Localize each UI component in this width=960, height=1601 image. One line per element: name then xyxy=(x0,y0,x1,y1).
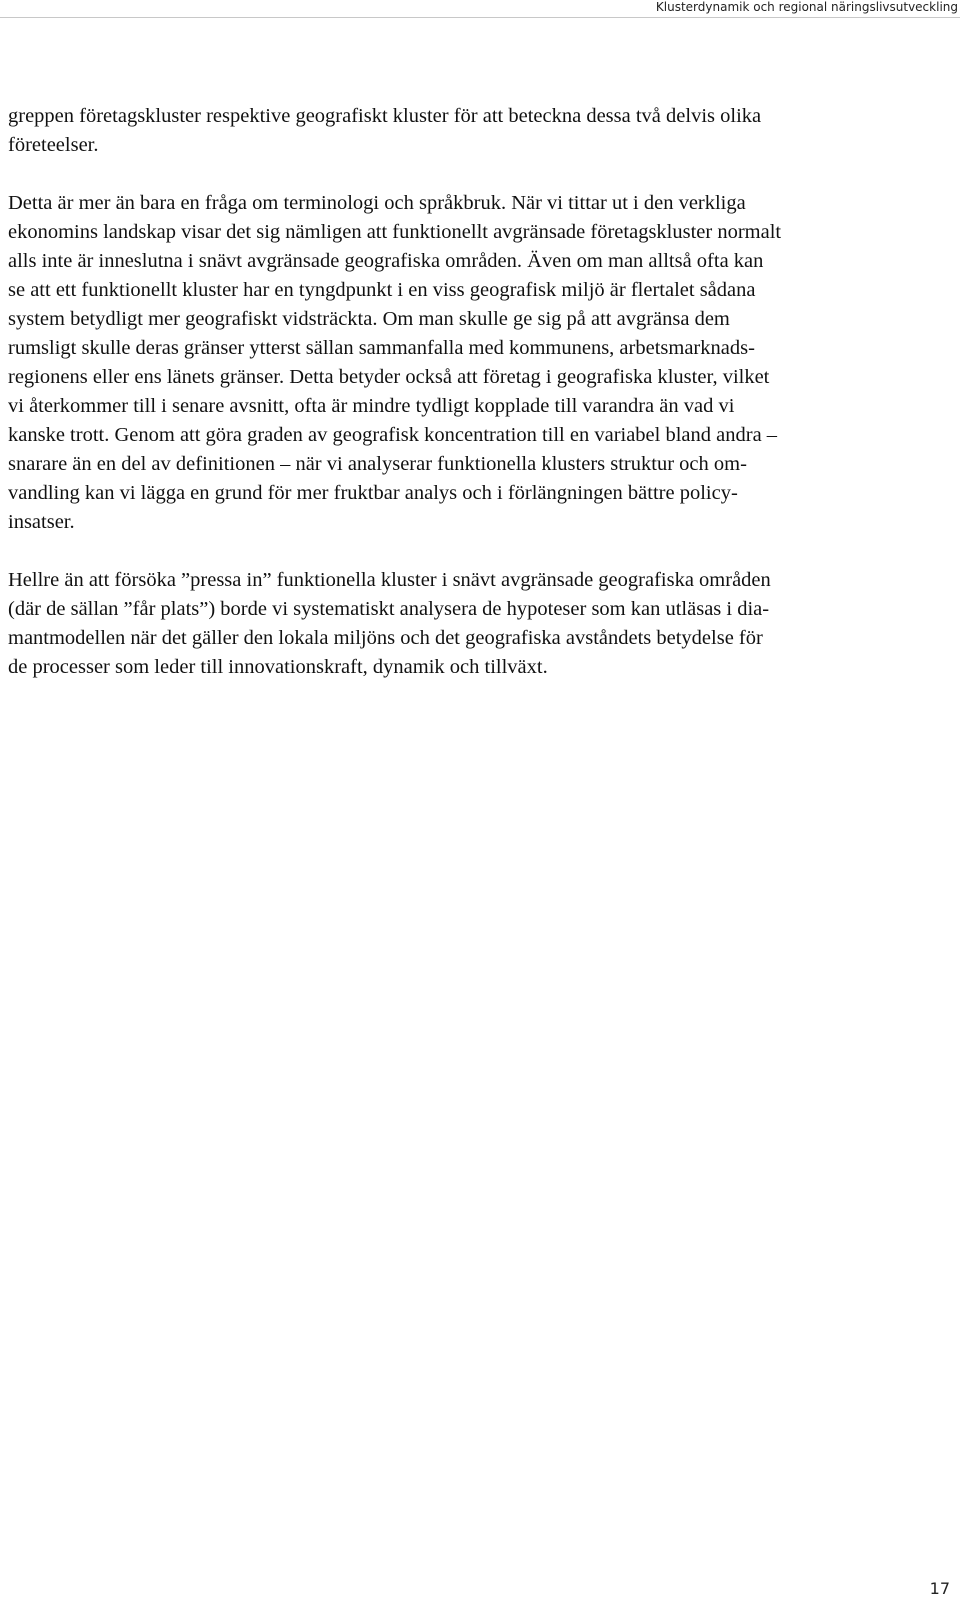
text-line: de processer som leder till innovationskraft, dynamik och tillväxt. xyxy=(8,656,548,678)
running-header-title: Klusterdynamik och regional näringslivsutveckling xyxy=(655,0,958,14)
text-line: se att ett funktionellt kluster har en tyngdpunkt i en viss geografisk miljö är flertalet sådana xyxy=(8,279,756,301)
text-line: vandling kan vi lägga en grund för mer fruktbar analys och i förlängningen bättre policy- xyxy=(8,482,738,504)
text-line: Detta är mer än bara en fråga om terminologi och språkbruk. När vi tittar ut i den verkliga xyxy=(8,192,746,214)
text-line: ekonomins landskap visar det sig nämligen att funktionellt avgränsade företagskluster normalt xyxy=(8,221,782,243)
text-line: insatser. xyxy=(8,511,75,533)
text-line: regionens eller ens länets gränser. Detta betyder också att företag i geografiska kluster, vilket xyxy=(8,366,770,388)
paragraph-3 xyxy=(8,566,954,682)
text-line: Hellre än att försöka ”pressa in” funktionella kluster i snävt avgränsade geografiska områden xyxy=(8,569,771,591)
text-line: mantmodellen när det gäller den lokala miljöns och det geografiska avståndets betydelse för xyxy=(8,627,763,649)
text-line: system betydligt mer geografiskt vidsträckta. Om man skulle ge sig på att avgränsa dem xyxy=(8,308,730,330)
text-line: (där de sällan ”får plats”) borde vi systematiskt analysera de hypoteser som kan utläsas i dia- xyxy=(8,598,770,620)
text-line: snarare än en del av definitionen – när vi analyserar funktionella klusters struktur och om- xyxy=(8,453,747,475)
text-line: företeelser. xyxy=(8,134,99,156)
paragraph-2 xyxy=(8,189,954,537)
text-line: rumsligt skulle deras gränser ytterst sällan sammanfalla med kommunens, arbetsmarknads- xyxy=(8,337,755,359)
body-text xyxy=(8,102,954,711)
page-number: 17 xyxy=(929,1579,950,1598)
text-line: alls inte är inneslutna i snävt avgränsade geografiska områden. Även om man alltså ofta kan xyxy=(8,250,764,272)
running-header xyxy=(0,0,960,18)
text-line: kanske trott. Genom att göra graden av geografisk koncentration till en variabel bland andra – xyxy=(8,424,778,446)
text-line: vi återkommer till i senare avsnitt, ofta är mindre tydligt kopplade till varandra än vad vi xyxy=(8,395,735,417)
text-line: greppen företagskluster respektive geografiskt kluster för att beteckna dessa två delvis olika xyxy=(8,105,762,127)
paragraph-1 xyxy=(8,102,954,160)
